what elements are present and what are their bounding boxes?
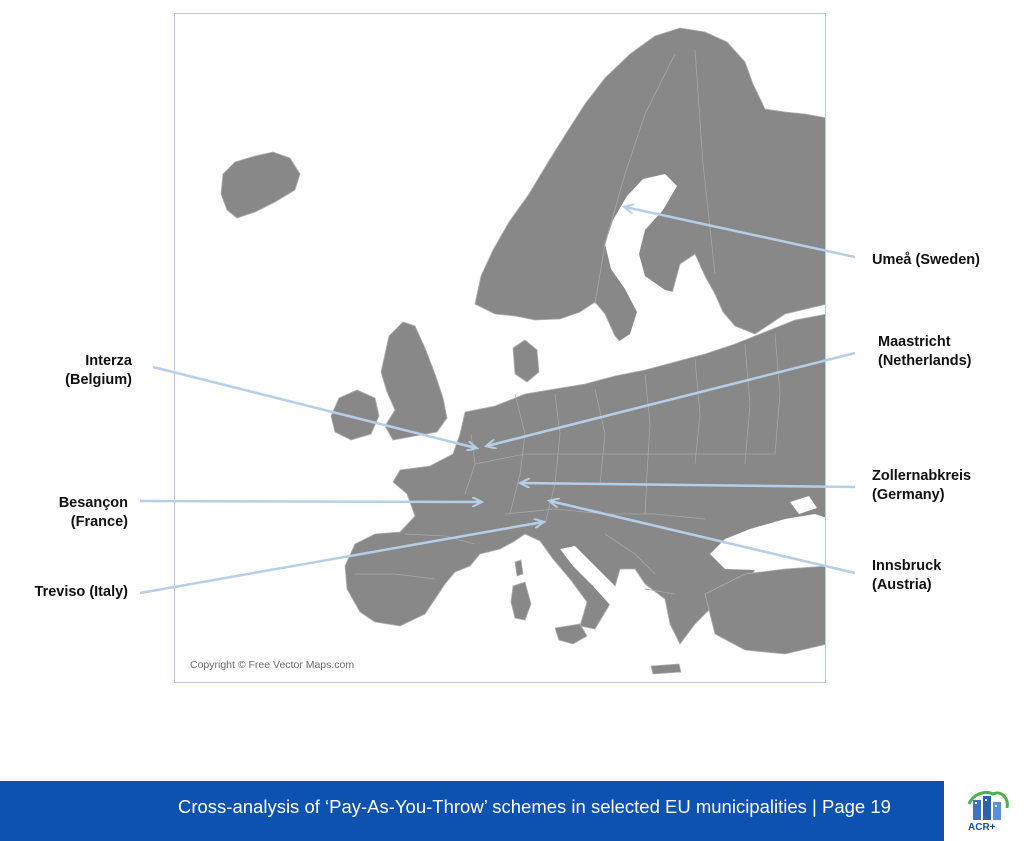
iceland-shape [221,152,300,218]
copyright-text: Copyright © Free Vector Maps.com [190,659,355,671]
label-umea-line1: Umeå (Sweden) [872,252,980,268]
label-innsbruck-line2: (Austria) [872,577,932,593]
label-zollernabkreis-line2: (Germany) [872,487,945,503]
label-besancon-line2: (France) [70,514,128,530]
footer-text: Cross-analysis of ‘Pay-As-You-Throw’ schemes in selected EU municipalities | Page 19 [178,796,891,817]
acr-logo-text: ACR+ [968,822,996,833]
label-maastricht-line1: Maastricht [878,334,951,350]
label-zollernabkreis [872,467,971,505]
label-maastricht-line2: (Netherlands) [878,353,972,369]
europe-map [174,13,826,683]
label-innsbruck-line1: Innsbruck [872,558,942,574]
label-umea [872,251,980,270]
ireland-shape [331,390,379,440]
label-besancon-line1: Besançon [58,495,128,511]
denmark-shape [513,340,539,382]
label-interza-line1: Interza [85,353,132,369]
sardinia-shape [511,582,531,620]
britain-shape [381,322,447,440]
crete-shape [651,664,681,674]
corsica-shape [515,560,523,576]
europe-map-graphic [175,14,826,683]
label-treviso [8,583,128,602]
label-besancon [28,494,128,532]
sicily-shape [555,624,587,644]
label-innsbruck [872,557,941,595]
label-zollernabkreis-line1: Zollernabkreis [872,468,972,484]
label-maastricht [878,333,971,371]
label-interza-line2: (Belgium) [65,372,132,388]
label-interza [40,352,132,390]
label-treviso-line1: Treviso (Italy) [34,584,128,600]
